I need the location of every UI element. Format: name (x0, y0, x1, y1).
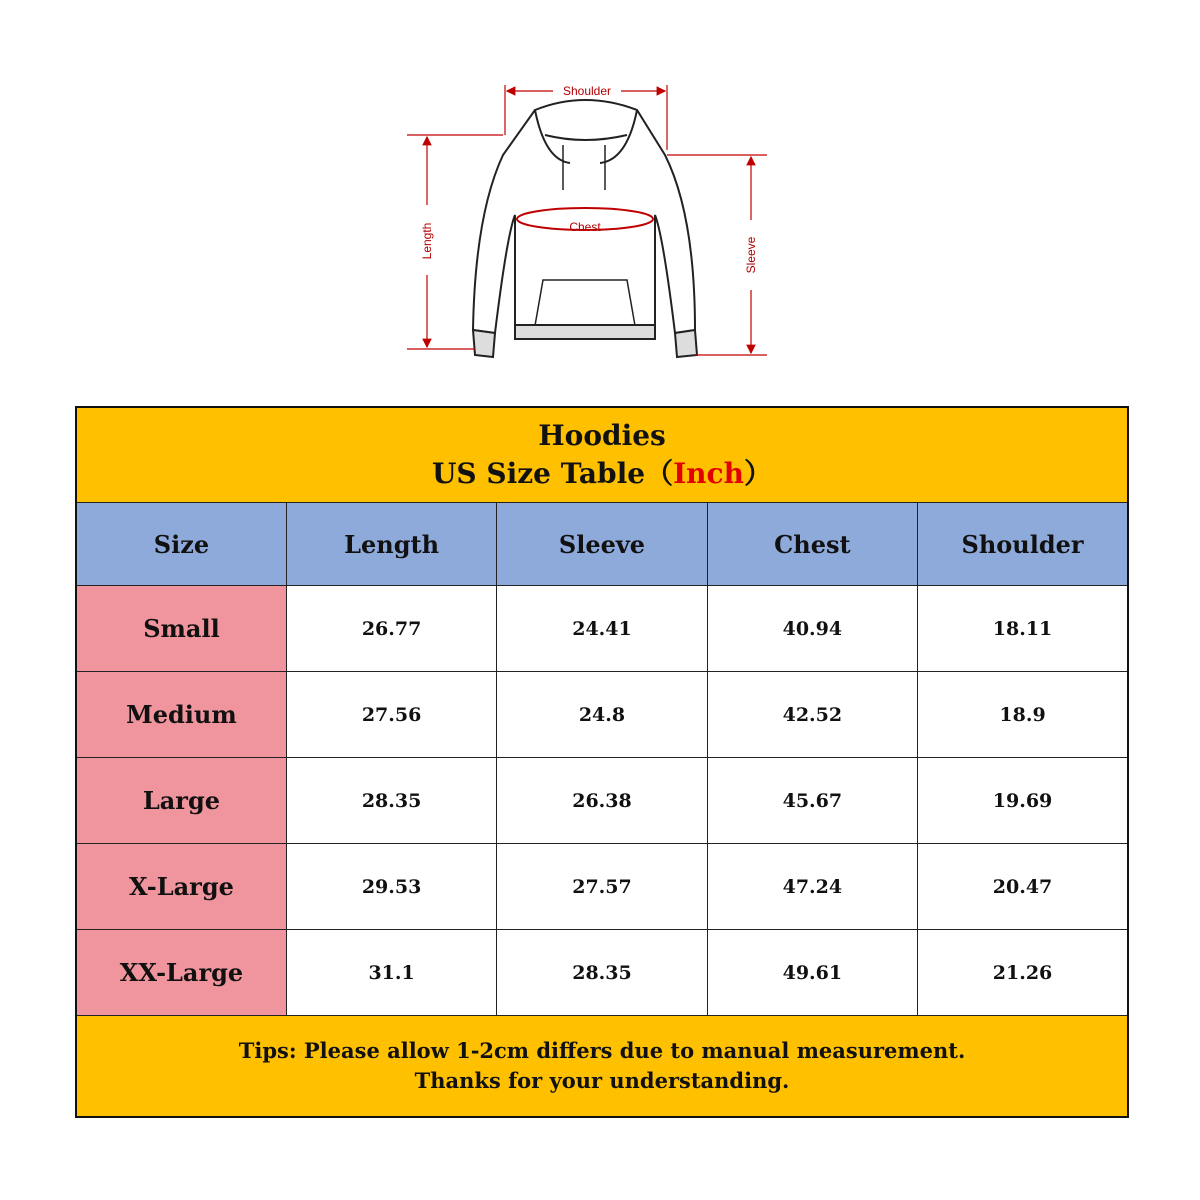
chest-cell: 49.61 (707, 930, 917, 1016)
length-cell: 27.56 (286, 672, 496, 758)
sleeve-cell: 27.57 (497, 844, 707, 930)
title-unit-close: ） (743, 457, 772, 490)
size-table (75, 406, 1129, 1118)
column-header-length: Length (286, 503, 496, 586)
size-cell: Large (76, 758, 286, 844)
shoulder-cell: 18.9 (918, 672, 1128, 758)
column-header-sleeve: Sleeve (497, 503, 707, 586)
size-cell: Medium (76, 672, 286, 758)
title-unit: Inch (673, 457, 744, 490)
shoulder-cell: 19.69 (918, 758, 1128, 844)
column-header-size: Size (76, 503, 286, 586)
sleeve-cell: 26.38 (497, 758, 707, 844)
hoodie-measurement-diagram (395, 75, 785, 375)
title-row (76, 407, 1128, 503)
title-main-text: US Size Table (432, 457, 646, 490)
chest-cell: 40.94 (707, 586, 917, 672)
table-row (76, 758, 1128, 844)
sleeve-label: Sleeve (744, 236, 758, 274)
size-cell: XX-Large (76, 930, 286, 1016)
size-cell: Small (76, 586, 286, 672)
length-cell: 29.53 (286, 844, 496, 930)
table-title (76, 407, 1128, 503)
title-unit-open: （ (645, 457, 674, 490)
size-cell: X-Large (76, 844, 286, 930)
tips-row (76, 1016, 1128, 1118)
tips-line-2: Thanks for your understanding. (414, 1068, 790, 1093)
chest-cell: 42.52 (707, 672, 917, 758)
title-line-2 (77, 455, 1127, 493)
chest-label: Chest (569, 220, 601, 234)
column-header-chest: Chest (707, 503, 917, 586)
shoulder-cell: 18.11 (918, 586, 1128, 672)
table-row (76, 930, 1128, 1016)
chest-cell: 47.24 (707, 844, 917, 930)
shoulder-cell: 21.26 (918, 930, 1128, 1016)
length-cell: 31.1 (286, 930, 496, 1016)
sleeve-cell: 24.8 (497, 672, 707, 758)
length-label: Length (420, 222, 434, 260)
length-cell: 26.77 (286, 586, 496, 672)
sleeve-cell: 28.35 (497, 930, 707, 1016)
shoulder-cell: 20.47 (918, 844, 1128, 930)
table-row (76, 844, 1128, 930)
header-row (76, 503, 1128, 586)
column-header-shoulder: Shoulder (918, 503, 1128, 586)
table-row (76, 586, 1128, 672)
length-cell: 28.35 (286, 758, 496, 844)
tips-line-1: Tips: Please allow 1-2cm differs due to manual measurement. (238, 1038, 966, 1063)
sleeve-cell: 24.41 (497, 586, 707, 672)
tips-note (76, 1016, 1128, 1118)
table-row (76, 672, 1128, 758)
chest-cell: 45.67 (707, 758, 917, 844)
title-line-1: Hoodies (538, 419, 666, 452)
shoulder-label: Shoulder (562, 84, 612, 98)
hoodie-illustration (395, 75, 785, 375)
